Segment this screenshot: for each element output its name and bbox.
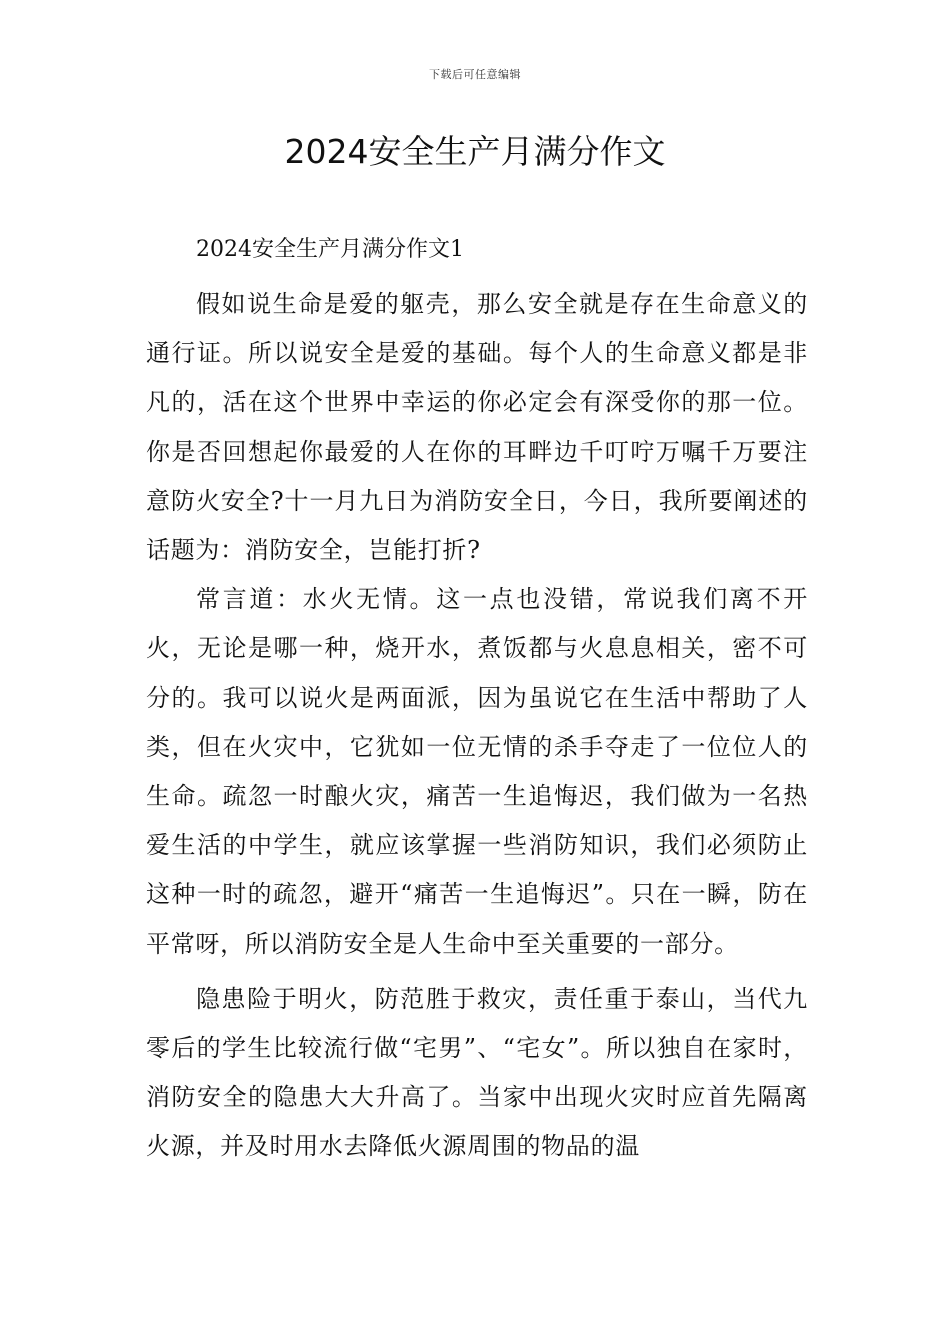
- essay-subtitle: 2024安全生产月满分作文1: [196, 237, 464, 262]
- header-note: 下载后可任意编辑: [429, 68, 521, 81]
- paragraph-1: 假如说生命是爱的躯壳，那么安全就是存在生命意义的通行证。所以说安全是爱的基础。每个人的生命意义都是非凡的，活在这个世界中幸运的你必定会有深受你的那一位。你是否回想起你最爱的人在你的耳畔边千叮咛万嘱千万要注意防火安全?十一月九日为消防安全日，今日，我所要阐述的话题为：消防安全，岂能打折?: [146, 290, 808, 565]
- paragraph-2: 常言道：水火无情。这一点也没错，常说我们离不开火，无论是哪一种，烧开水，煮饭都与火息息相关，密不可分的。我可以说火是两面派，因为虽说它在生活中帮助了人类，但在火灾中，它犹如一位无情的杀手夺走了一位位人的生命。疏忽一时酿火灾，痛苦一生追悔迟，我们做为一名热爱生活的中学生，就应该掌握一些消防知识，我们必须防止这种一时的疏忽，避开“痛苦一生追悔迟”。只在一瞬，防在平常呀，所以消防安全是人生命中至关重要的一部分。: [146, 585, 808, 958]
- paragraph-3: 隐患险于明火，防范胜于救灾，责任重于泰山，当代九零后的学生比较流行做“宅男”、“宅女”。所以独自在家时，消防安全的隐患大大升高了。当家中出现火灾时应首先隔离火源，并及时用水去降低火源周围的物品的温: [146, 984, 808, 1161]
- document-body: [146, 232, 808, 1172]
- document-title: 2024安全生产月满分作文: [284, 132, 666, 171]
